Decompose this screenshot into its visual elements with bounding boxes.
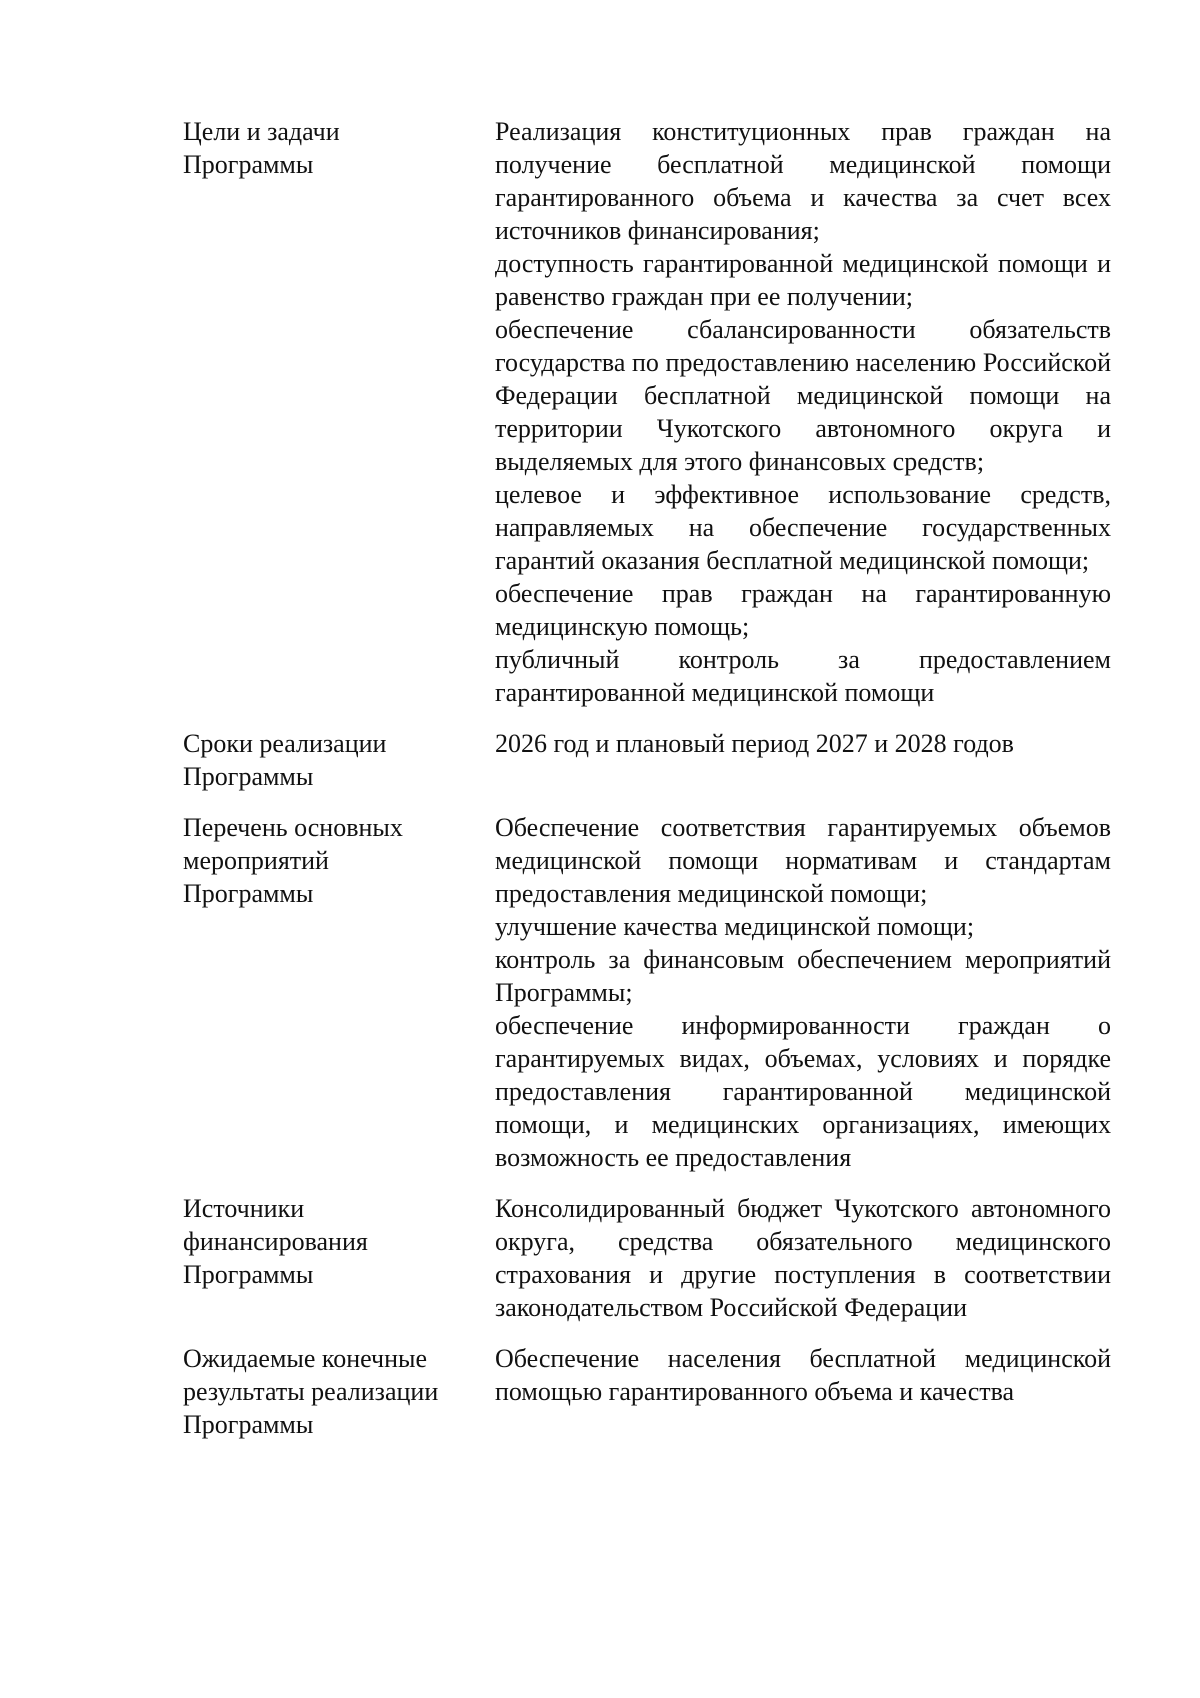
content-paragraph: Реализация конституционных прав граждан на получение бесплатной медицинской помощи гарантированного объема и качества за счет всех источников финансирования; — [495, 117, 1111, 245]
content-paragraph: обеспечение прав граждан на гарантированную медицинскую помощь; — [495, 579, 1111, 641]
content-paragraph: Консолидированный бюджет Чукотского автономного округа, средства обязательного медицинского страхования и другие поступления в соответствии законодательством Российской Федерации — [495, 1194, 1111, 1322]
row-content — [495, 1192, 1111, 1324]
row-label-line: Программы — [183, 150, 314, 179]
content-paragraph: улучшение качества медицинской помощи; — [495, 912, 975, 941]
content-paragraph: 2026 год и плановый период 2027 и 2028 годов — [495, 729, 1014, 758]
row-label — [183, 1342, 495, 1441]
row-content — [495, 727, 1111, 793]
row-content — [495, 811, 1111, 1174]
content-paragraph: публичный контроль за предоставлением гарантированной медицинской помощи — [495, 645, 1111, 707]
row-label — [183, 115, 495, 709]
content-paragraph: обеспечение информированности граждан о гарантируемых видах, объемах, условиях и порядке предоставления гарантированной медицинской помощи, и медицинских организациях, имеющих возможность ее предоставления — [495, 1011, 1111, 1172]
row-label-line: Программы — [183, 762, 314, 791]
content-paragraph: целевое и эффективное использование средств, направляемых на обеспечение государственных гарантий оказания бесплатной медицинской помощи; — [495, 480, 1111, 575]
program-passport-table — [183, 115, 1111, 1441]
row-label — [183, 727, 495, 793]
passport-row-measures — [183, 811, 1111, 1174]
row-label-line: Программы — [183, 1260, 314, 1289]
content-paragraph: Обеспечение соответствия гарантируемых объемов медицинской помощи нормативам и стандартам предоставления медицинской помощи; — [495, 813, 1111, 908]
row-label-line: Источники — [183, 1194, 305, 1223]
content-paragraph: Обеспечение населения бесплатной медицинской помощью гарантированного объема и качества — [495, 1344, 1111, 1406]
passport-row-terms — [183, 727, 1111, 793]
row-label-line: финансирования — [183, 1227, 368, 1256]
row-label-line: Цели и задачи — [183, 117, 340, 146]
row-label-line: мероприятий — [183, 846, 329, 875]
row-spacer — [183, 1174, 1111, 1192]
row-spacer — [183, 1324, 1111, 1342]
row-label-line: результаты реализации — [183, 1377, 439, 1406]
content-paragraph: контроль за финансовым обеспечением мероприятий Программы; — [495, 945, 1111, 1007]
row-label-line: Программы — [183, 1410, 314, 1439]
content-paragraph: обеспечение сбалансированности обязательств государства по предоставлению населению Российской Федерации бесплатной медицинской помощи на территории Чукотского автономного округа и выделяемых для этого финансовых средств; — [495, 315, 1111, 476]
row-label-line: Ожидаемые конечные — [183, 1344, 428, 1373]
row-label-line: Программы — [183, 879, 314, 908]
passport-row-results — [183, 1342, 1111, 1441]
row-label — [183, 1192, 495, 1324]
row-content — [495, 115, 1111, 709]
content-paragraph: доступность гарантированной медицинской помощи и равенство граждан при ее получении; — [495, 249, 1111, 311]
row-label-line: Перечень основных — [183, 813, 403, 842]
row-spacer — [183, 709, 1111, 727]
passport-row-funding — [183, 1192, 1111, 1324]
row-label — [183, 811, 495, 1174]
row-content — [495, 1342, 1111, 1441]
row-label-line: Сроки реализации — [183, 729, 387, 758]
row-spacer — [183, 793, 1111, 811]
passport-row-goals — [183, 115, 1111, 709]
